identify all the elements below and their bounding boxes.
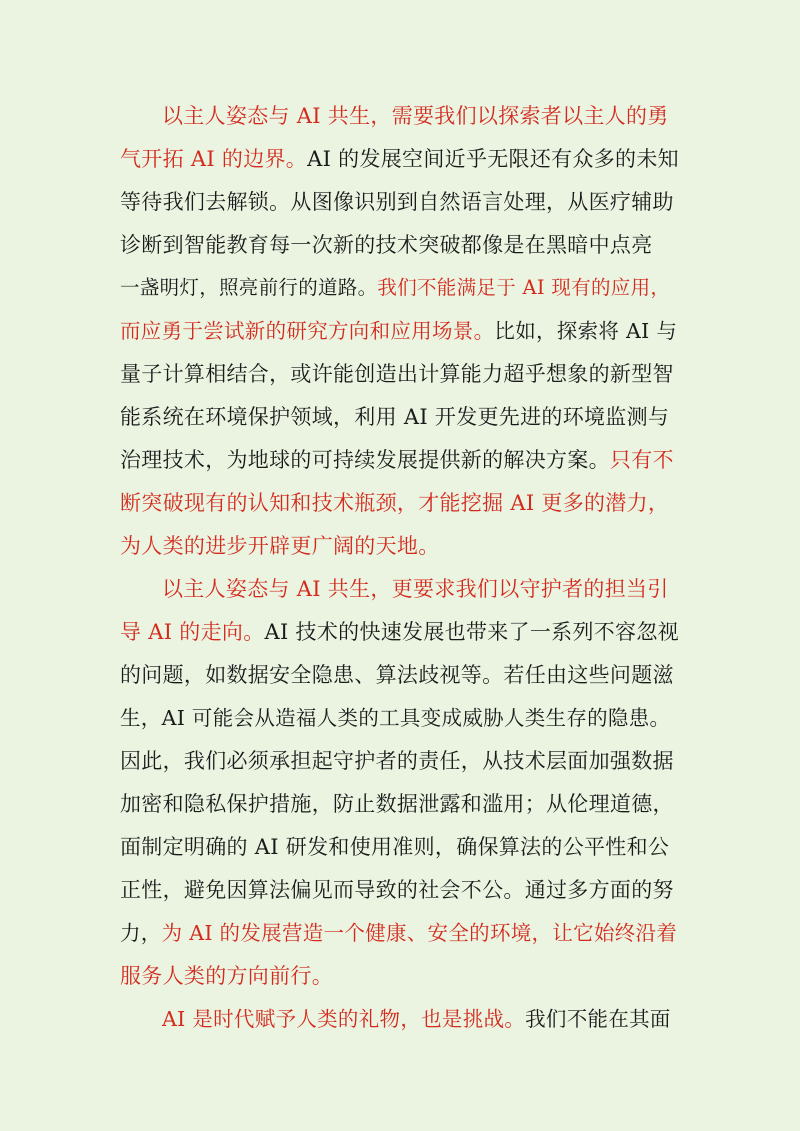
text-run: 气开拓 AI 的边界。	[120, 147, 308, 171]
text-run: 我们不能满足于 AI 现有的应用，	[377, 276, 671, 299]
paragraph-1-line-3	[120, 182, 680, 222]
paragraph-1-line-7	[120, 354, 680, 394]
text-run: 能系统在环境保护领域，利用 AI 开发更先进的环境监测与	[120, 405, 670, 429]
text-run: 诊断到智能教育每一次新的技术突破都像是在黑暗中点亮	[120, 233, 653, 257]
paragraph-1-line-4	[120, 225, 680, 265]
paragraph-1-line-8	[120, 397, 680, 437]
text-run: AI 技术的快速发展也带来了一系列不容忽视	[264, 620, 679, 644]
paragraph-2-line-4	[120, 698, 680, 738]
text-run: 以主人姿态与 AI 共生，需要我们以探索者以主人的勇	[162, 104, 669, 128]
paragraph-2-line-10	[120, 956, 680, 996]
text-run: 服务人类的方向前行。	[120, 964, 333, 988]
paragraph-1-line-5	[120, 268, 680, 308]
text-run: 为 AI 的发展营造一个健康、安全的环境，让它始终沿着	[161, 921, 678, 945]
text-run: 力，	[120, 921, 162, 945]
text-run: 量子计算相结合，或许能创造出计算能力超乎想象的新型智	[120, 362, 674, 386]
paragraph-2-line-6	[120, 784, 680, 824]
text-run: 比如，探索将 AI 与	[494, 319, 678, 343]
paragraph-3-line-1	[162, 999, 680, 1039]
text-run: 以主人姿态与 AI 共生，更要求我们以守护者的担当引	[162, 577, 669, 601]
text-run: 等待我们去解锁。从图像识别到自然语言处理，从医疗辅助	[120, 190, 674, 214]
text-run: 生，AI 可能会从造福人类的工具变成威胁人类生存的隐患。	[120, 706, 671, 730]
paragraph-2-line-5	[120, 741, 680, 781]
text-run: 加密和隐私保护措施，防止数据泄露和滥用；从伦理道德，	[120, 792, 674, 816]
paragraph-1-line-9	[120, 440, 680, 480]
paragraph-2-line-8	[120, 870, 680, 910]
text-run: 断突破现有的认知和技术瓶颈，才能挖掘 AI 更多的潜力，	[120, 491, 670, 515]
paragraph-2-line-3	[120, 655, 680, 695]
text-run: 只有不	[609, 448, 674, 472]
paragraph-2-line-2	[120, 612, 680, 652]
paragraph-1-line-1	[162, 96, 680, 136]
paragraph-2-line-1	[162, 569, 680, 609]
paragraph-2-line-9	[120, 913, 680, 953]
text-run: 面制定明确的 AI 研发和使用准则，确保算法的公平性和公	[120, 835, 670, 859]
text-run: 因此，我们必须承担起守护者的责任，从技术层面加强数据	[120, 749, 674, 773]
paragraph-1-line-2	[120, 139, 680, 179]
text-run: 我们不能在其面	[525, 1007, 671, 1031]
text-run: 一盏明灯，照亮前行的道路。	[120, 276, 378, 299]
text-run: AI 是时代赋予人类的礼物，也是挑战。	[162, 1007, 526, 1031]
text-run: 正性，避免因算法偏见而导致的社会不公。通过多方面的努	[120, 878, 674, 902]
paragraph-1-line-11	[120, 526, 680, 566]
paragraph-2-line-7	[120, 827, 680, 867]
paragraph-1-line-6	[120, 311, 680, 351]
text-run: 的问题，如数据安全隐患、算法歧视等。若任由这些问题滋	[120, 663, 674, 687]
text-run: AI 的发展空间近乎无限还有众多的未知	[307, 147, 679, 171]
text-run: 治理技术，为地球的可持续发展提供新的解决方案。	[120, 448, 610, 472]
text-run: 而应勇于尝试新的研究方向和应用场景。	[120, 319, 495, 343]
paragraph-1-line-10	[120, 483, 680, 523]
text-run: 导 AI 的走向。	[120, 620, 265, 644]
text-run: 为人类的进步开辟更广阔的天地。	[120, 534, 440, 558]
